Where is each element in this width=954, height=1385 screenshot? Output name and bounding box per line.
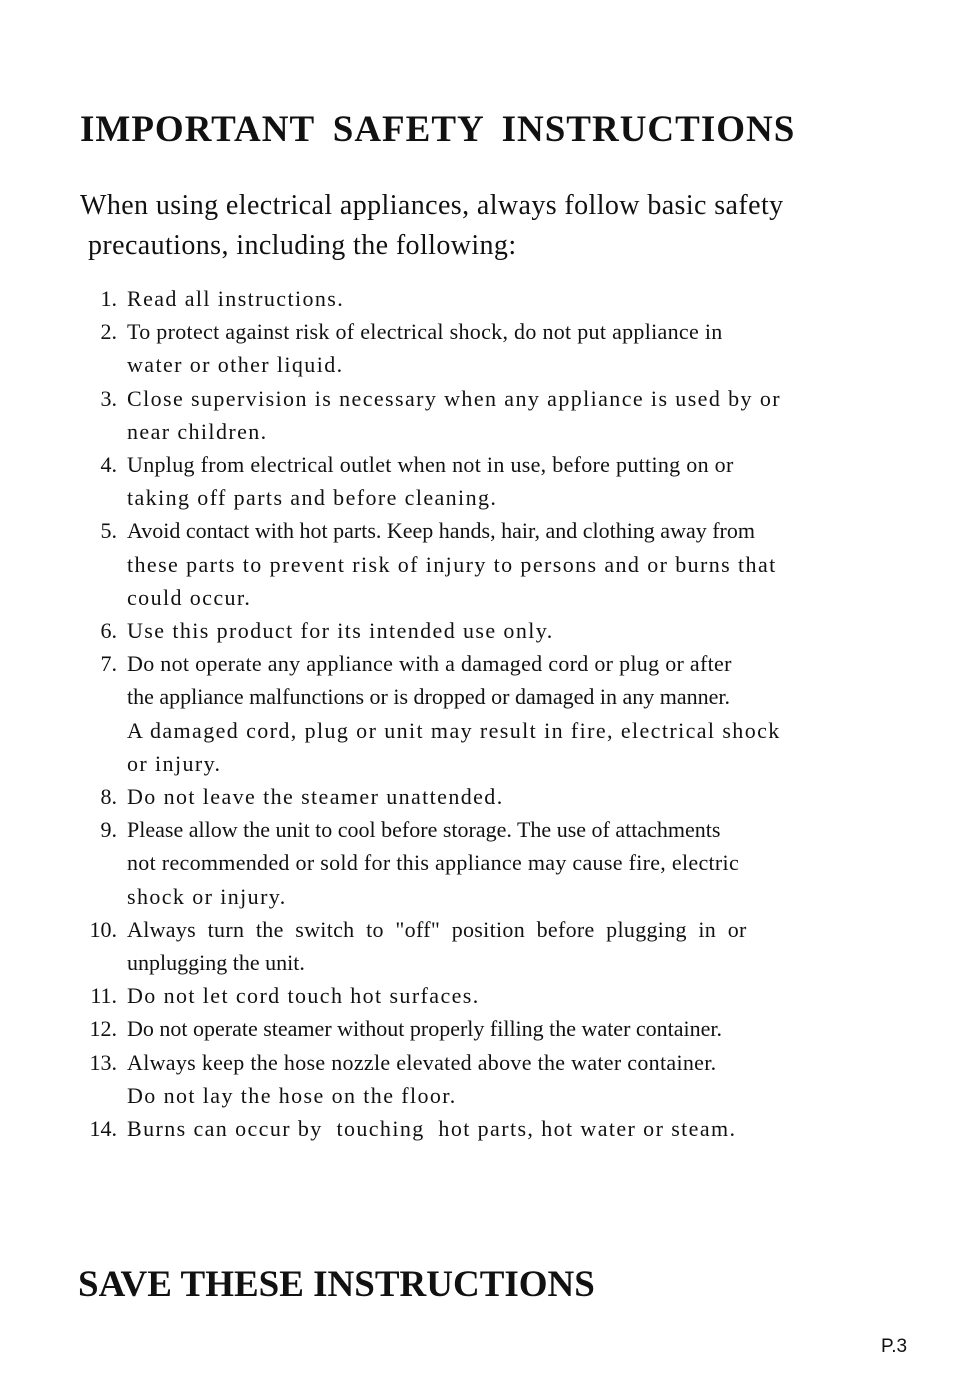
rule-text: near children. bbox=[127, 418, 268, 444]
rule-text: or injury. bbox=[127, 750, 222, 776]
rule-number: 1. bbox=[100, 286, 117, 311]
rule-text: Use this product for its intended use only. bbox=[127, 618, 554, 644]
safety-rule-12 bbox=[80, 1012, 910, 1045]
rule-text: Close supervision is necessary when any appliance is used by or bbox=[127, 385, 781, 411]
rule-text: the appliance malfunctions or is dropped or damaged in any manner. bbox=[127, 684, 730, 710]
intro-line: precautions, including the following: bbox=[88, 230, 517, 261]
safety-rule-9 bbox=[80, 813, 910, 913]
rule-text: Do not lay the hose on the floor. bbox=[127, 1082, 457, 1108]
rule-number: 7. bbox=[100, 651, 117, 677]
rule-number: 3. bbox=[100, 385, 117, 411]
rule-text: Read all instructions. bbox=[127, 286, 345, 311]
rule-number: 5. bbox=[100, 518, 117, 544]
rule-text: water or other liquid. bbox=[127, 352, 344, 378]
intro-paragraph bbox=[80, 186, 880, 266]
rule-text: Always turn the switch to "off" position before plugging in or bbox=[127, 916, 747, 942]
save-instructions-heading: SAVE THESE INSTRUCTIONS bbox=[78, 1264, 595, 1305]
rule-text: unplugging the unit. bbox=[127, 950, 305, 976]
rule-text: Do not let cord touch hot surfaces. bbox=[127, 983, 480, 1009]
safety-rule-1 bbox=[80, 282, 910, 315]
rule-text: Always keep the hose nozzle elevated above the water container. bbox=[127, 1049, 717, 1075]
rule-text: To protect against risk of electrical shock, do not put appliance in bbox=[127, 319, 723, 345]
rule-text: Burns can occur by touching hot parts, hot water or steam. bbox=[127, 1116, 737, 1142]
safety-rule-14 bbox=[80, 1112, 910, 1145]
safety-rule-13 bbox=[80, 1046, 910, 1112]
rule-number: 2. bbox=[100, 319, 117, 345]
intro-line: When using electrical appliances, always follow basic safety bbox=[80, 190, 784, 221]
safety-rule-5 bbox=[80, 514, 910, 614]
safety-rule-2 bbox=[80, 315, 910, 381]
safety-rule-7 bbox=[80, 647, 910, 780]
rule-text: taking off parts and before cleaning. bbox=[127, 485, 498, 511]
rule-number: 12. bbox=[89, 1016, 117, 1042]
rule-number: 8. bbox=[100, 784, 117, 810]
safety-rule-11 bbox=[80, 979, 910, 1012]
rule-number: 13. bbox=[89, 1049, 117, 1075]
rule-text: could occur. bbox=[127, 584, 252, 610]
safety-rule-8 bbox=[80, 780, 910, 813]
rule-text: Do not operate any appliance with a damaged cord or plug or after bbox=[127, 651, 732, 677]
rule-number: 10. bbox=[89, 916, 117, 942]
rule-number: 6. bbox=[100, 618, 117, 644]
safety-rule-6 bbox=[80, 614, 910, 647]
rule-number: 11. bbox=[90, 983, 117, 1009]
page-title: IMPORTANT SAFETY INSTRUCTIONS bbox=[80, 109, 796, 150]
safety-rule-10 bbox=[80, 913, 910, 979]
rule-text: these parts to prevent risk of injury to persons and or burns that bbox=[127, 551, 777, 577]
rule-text: A damaged cord, plug or unit may result in fire, electrical shock bbox=[127, 717, 781, 743]
rule-text: Do not leave the steamer unattended. bbox=[127, 784, 504, 810]
safety-rule-3 bbox=[80, 382, 910, 448]
rule-text: Do not operate steamer without properly filling the water container. bbox=[127, 1016, 723, 1042]
rule-text: Avoid contact with hot parts. Keep hands, hair, and clothing away from bbox=[127, 518, 755, 544]
rule-text: not recommended or sold for this appliance may cause fire, electric bbox=[127, 850, 740, 876]
rule-text: Unplug from electrical outlet when not in use, before putting on or bbox=[127, 452, 734, 478]
rule-number: 9. bbox=[100, 817, 117, 843]
rule-text: shock or injury. bbox=[127, 883, 287, 909]
page-number: P.3 bbox=[881, 1336, 908, 1357]
safety-rules-list bbox=[80, 282, 910, 1145]
safety-rule-4 bbox=[80, 448, 910, 514]
rule-text: Please allow the unit to cool before storage. The use of attachments bbox=[127, 817, 721, 843]
rule-number: 14. bbox=[89, 1116, 117, 1142]
rule-number: 4. bbox=[100, 452, 117, 478]
